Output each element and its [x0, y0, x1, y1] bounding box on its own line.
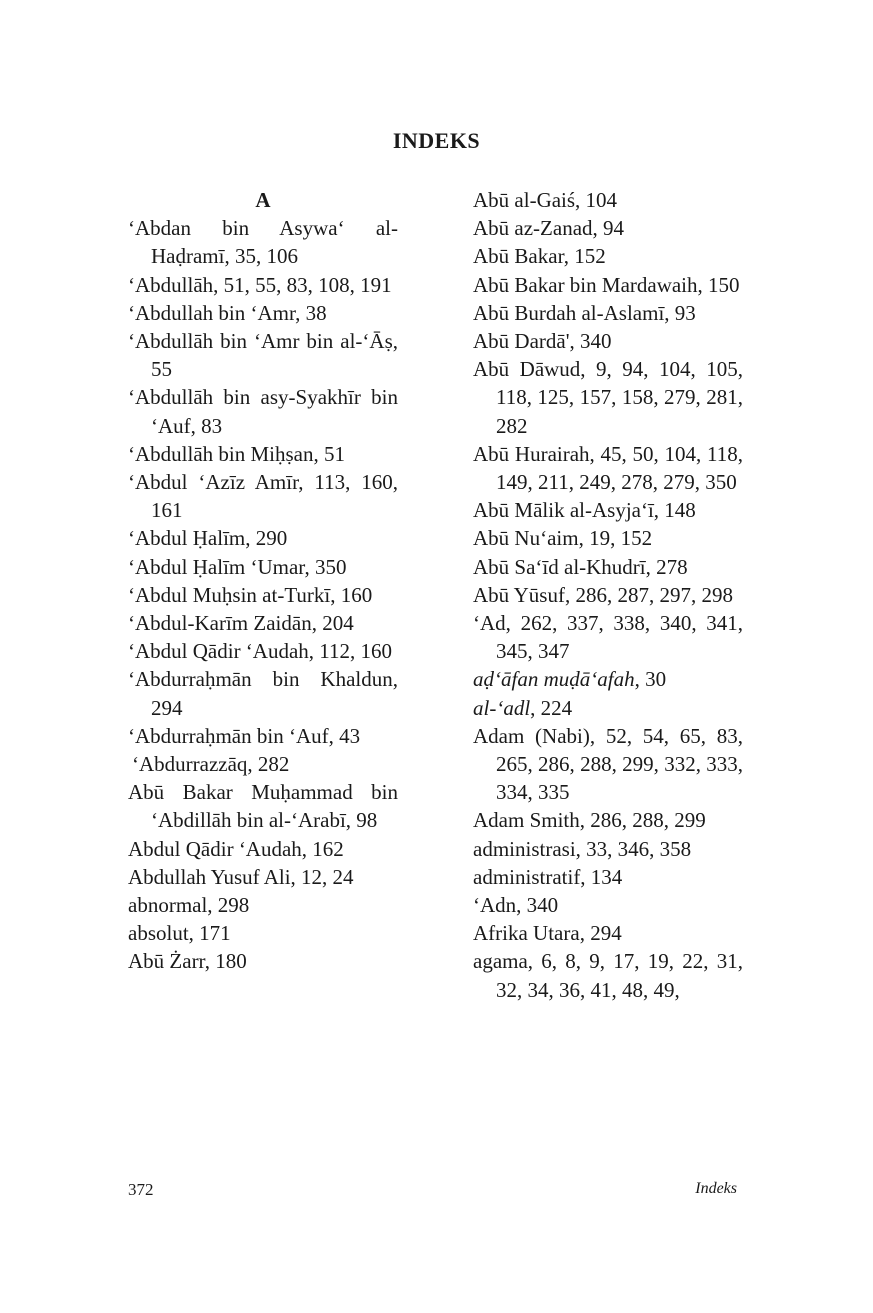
index-entry: Afrika Utara, 294 [473, 921, 622, 946]
index-entry: Abū Sa‘īd al-Khudrī, 278 [473, 554, 688, 579]
index-entry: Abū Hurairah, 45, 50, 104, 118, 149, 211, 249, 278, 279, 350 [473, 441, 743, 495]
index-entry: ‘Abdullāh bin ‘Amr bin al-‘Āṣ, 55 [128, 329, 398, 382]
index-entry: Abū Bakar bin Mardawaih, 150 [473, 272, 740, 297]
index-entry: ‘Abdurraḥmān bin ‘Auf, 43 [128, 723, 361, 748]
italic-term: aḍ‘āfan muḍā‘afah [473, 667, 635, 692]
index-entry: Abdul Qādir ‘Audah, 162 [128, 836, 344, 861]
index-entry: ‘Abdullāh, 51, 55, 83, 108, 191 [128, 272, 392, 297]
page-refs: , 224 [530, 695, 573, 720]
index-entry: Abū Bakar Muḥammad bin ‘Abdillāh bin al-‘Arabī, 98 [128, 780, 398, 833]
index-entry-italic [473, 694, 743, 722]
index-entry: agama, 6, 8, 9, 17, 19, 22, 31, 32, 34, 36, 41, 48, 49, [473, 949, 743, 1002]
index-entry: ‘Abdurrazzāq, 282 [132, 752, 290, 777]
index-entry: ‘Abdul ‘Azīz Amīr, 113, 160, 161 [128, 470, 398, 523]
index-column-left [128, 186, 398, 976]
italic-term: al-‘adl [473, 695, 531, 720]
page-number: 372 [128, 1180, 154, 1199]
running-title: Indeks [695, 1180, 737, 1197]
index-entry: Abdullah Yusuf Ali, 12, 24 [128, 864, 354, 889]
index-entry: Abū Nu‘aim, 19, 152 [473, 526, 653, 551]
index-entry: Abū az-Zanad, 94 [473, 216, 625, 241]
index-entry: Abū Yūsuf, 286, 287, 297, 298 [473, 582, 733, 607]
index-entry: Abū Żarr, 180 [128, 949, 247, 974]
index-entry: Abū Dāwud, 9, 94, 104, 105, 118, 125, 157, 158, 279, 281, 282 [473, 357, 743, 438]
index-entry: administratif, 134 [473, 864, 623, 889]
index-entry: ‘Abdul-Karīm Zaidān, 204 [128, 611, 354, 636]
index-entry-italic [473, 665, 743, 693]
index-entry: Abū Bakar, 152 [473, 244, 606, 269]
page-title: INDEKS [392, 128, 481, 153]
index-entry: ‘Abdullah bin ‘Amr, 38 [128, 300, 327, 325]
index-entry: ‘Abdullāh bin Miḥṣan, 51 [128, 441, 345, 466]
index-entry: absolut, 171 [128, 921, 231, 946]
index-entry: ‘Abdul Ḥalīm, 290 [128, 526, 288, 551]
index-column-right [473, 186, 743, 1004]
index-entry: ‘Adn, 340 [473, 893, 559, 918]
index-entry: ‘Abdurraḥmān bin Khaldun, 294 [128, 667, 398, 720]
section-letter: A [255, 188, 271, 212]
index-entry: ‘Abdan bin Asywa‘ al-Haḍramī, 35, 106 [128, 216, 398, 269]
index-entry: ‘Abdul Qādir ‘Audah, 112, 160 [128, 639, 393, 664]
page-refs: , 30 [634, 667, 667, 692]
index-entry: administrasi, 33, 346, 358 [473, 836, 692, 861]
index-entry: ‘Abdul Ḥalīm ‘Umar, 350 [128, 554, 347, 579]
index-entry: Adam (Nabi), 52, 54, 65, 83, 265, 286, 288, 299, 332, 333, 334, 335 [473, 723, 743, 805]
index-entry: Abū al-Gaiś, 104 [473, 188, 618, 212]
index-entry: Adam Smith, 286, 288, 299 [473, 808, 706, 833]
index-entry: Abū Dardā', 340 [473, 329, 612, 354]
index-entry: Abū Mālik al-Asyja‘ī, 148 [473, 498, 696, 523]
index-entry: ‘Abdullāh bin asy-Syakhīr bin ‘Auf, 83 [128, 385, 398, 438]
index-entry: ‘Ad, 262, 337, 338, 340, 341, 345, 347 [473, 611, 743, 664]
index-entry: abnormal, 298 [128, 893, 250, 918]
index-entry: Abū Burdah al-Aslamī, 93 [473, 300, 696, 325]
index-entry: ‘Abdul Muḥsin at-Turkī, 160 [128, 582, 373, 607]
